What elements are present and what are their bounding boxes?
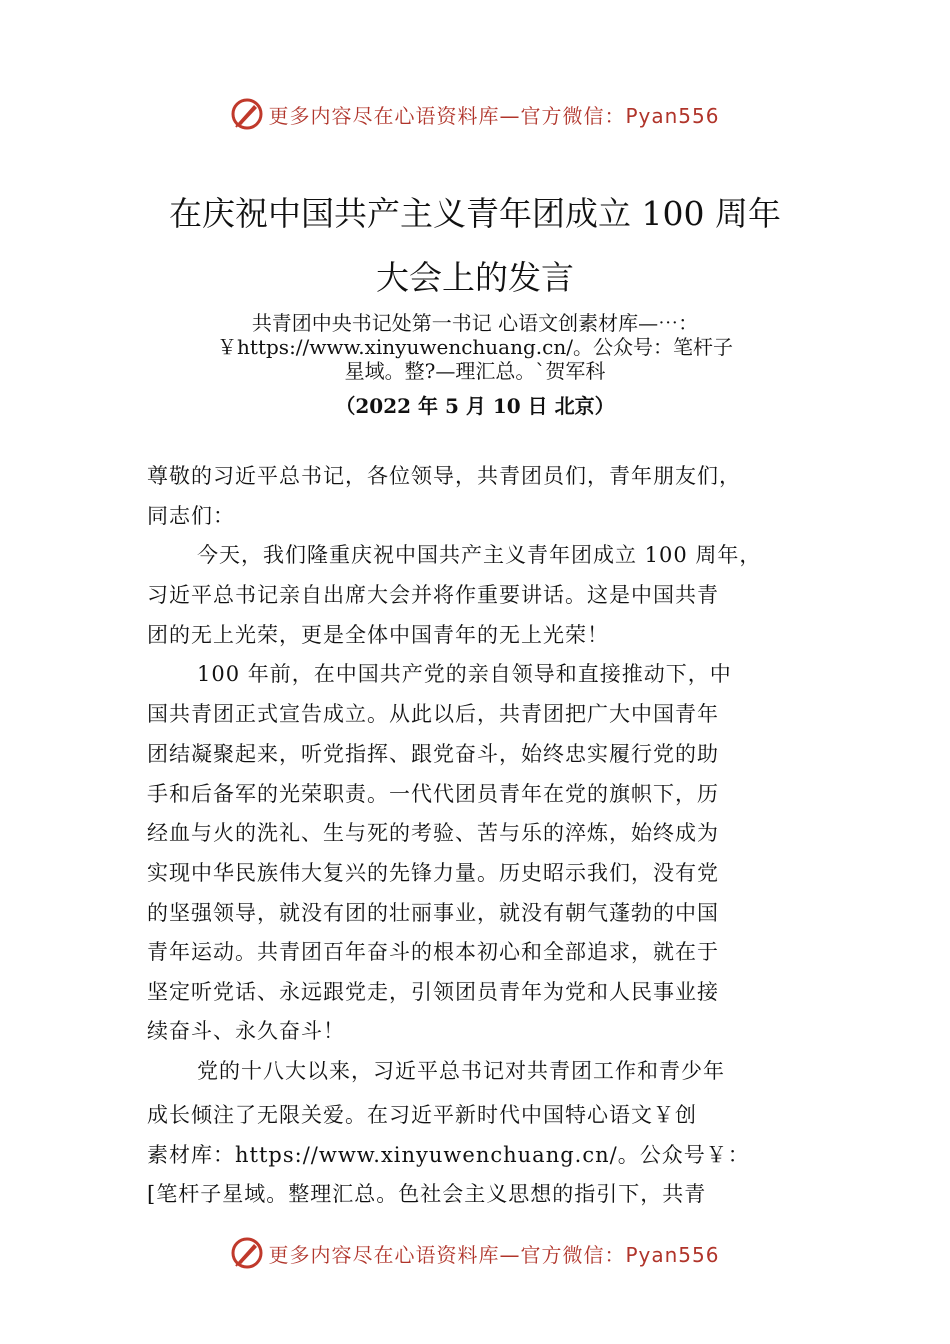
body-line: 同志们： xyxy=(147,504,235,528)
body-line: 青年运动。共青团百年奋斗的根本初心和全部追求，就在于 xyxy=(147,940,719,964)
author-line-2: ￥https://www.xinyuwenchuang.cn/。公众号：笔杆子 xyxy=(217,335,733,359)
body-line: 团的无上光荣，更是全体中国青年的无上光荣！ xyxy=(147,623,609,647)
author-line-3: 星域。整?—理汇总。`贺军科 xyxy=(344,359,606,383)
document-title-line-1: 在庆祝中国共产主义青年团成立 100 周年 xyxy=(169,194,781,233)
body-line: 续奋斗、永久奋斗！ xyxy=(147,1019,345,1043)
body-line: 尊敬的习近平总书记，各位领导，共青团员们，青年朋友们， xyxy=(147,464,741,488)
body-line: [笔杆子星域。整理汇总。色社会主义思想的指引下，共青 xyxy=(147,1182,707,1206)
speech-date: （2022 年 5 月 10 日 北京） xyxy=(335,394,615,418)
watermark-text: 更多内容尽在心语资料库—官方微信：Pyan556 xyxy=(268,103,720,128)
watermark-text: 更多内容尽在心语资料库—官方微信：Pyan556 xyxy=(268,1242,720,1267)
body-line: 经血与火的洗礼、生与死的考验、苦与乐的淬炼，始终成为 xyxy=(147,821,719,845)
body-line: 实现中华民族伟大复兴的先锋力量。历史昭示我们，没有党 xyxy=(147,861,719,885)
ink-pen-logo-icon xyxy=(230,1236,264,1270)
body-line: 国共青团正式宣告成立。从此以后，共青团把广大中国青年 xyxy=(147,702,719,726)
body-line: 手和后备军的光荣职责。一代代团员青年在党的旗帜下，历 xyxy=(147,782,719,806)
body-line: 100 年前，在中国共产党的亲自领导和直接推动下，中 xyxy=(197,662,732,686)
document-title-line-2: 大会上的发言 xyxy=(376,258,574,297)
body-line: 团结凝聚起来，听党指挥、跟党奋斗，始终忠实履行党的助 xyxy=(147,742,719,766)
body-line: 今天，我们隆重庆祝中国共产主义青年团成立 100 周年， xyxy=(197,543,762,567)
watermark-banner-bottom xyxy=(0,1233,950,1273)
body-line: 习近平总书记亲自出席大会并将作重要讲话。这是中国共青 xyxy=(147,583,719,607)
body-line: 坚定听党话、永远跟党走，引领团员青年为党和人民事业接 xyxy=(147,980,719,1004)
ink-pen-logo-icon xyxy=(230,97,264,131)
body-line: 成长倾注了无限关爱。在习近平新时代中国特心语文￥创 xyxy=(147,1103,697,1127)
watermark-banner-top xyxy=(0,94,950,134)
body-line: 素材库：https://www.xinyuwenchuang.cn/。公众号￥： xyxy=(147,1143,750,1167)
body-line: 党的十八大以来，习近平总书记对共青团工作和青少年 xyxy=(197,1059,725,1083)
body-line: 的坚强领导，就没有团的壮丽事业，就没有朝气蓬勃的中国 xyxy=(147,901,719,925)
author-line-1: 共青团中央书记处第一书记 心语文创素材库—⋯： xyxy=(251,311,699,335)
